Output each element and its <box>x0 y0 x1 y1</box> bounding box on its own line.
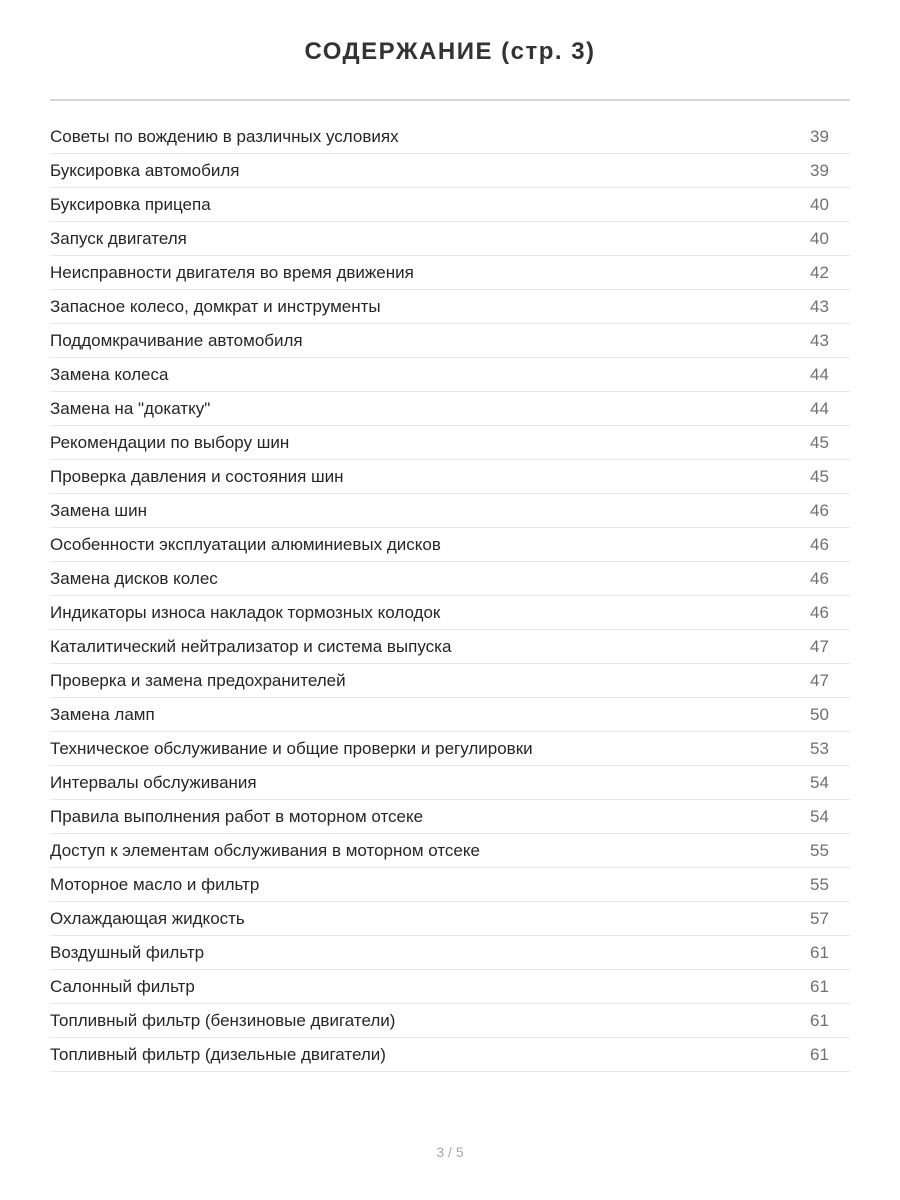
toc-entry-page: 57 <box>810 908 829 928</box>
toc-entry-title: Особенности эксплуатации алюминиевых дисков <box>50 534 441 554</box>
toc-entry-title: Моторное масло и фильтр <box>50 874 260 894</box>
toc-entry-title: Топливный фильтр (дизельные двигатели) <box>50 1044 386 1064</box>
toc-entry-title: Поддомкрачивание автомобиля <box>50 330 303 350</box>
toc-entry-title: Неисправности двигателя во время движения <box>50 262 414 282</box>
toc-entry-title: Буксировка автомобиля <box>50 160 240 180</box>
toc-entry-title: Правила выполнения работ в моторном отсеке <box>50 806 424 826</box>
toc-entry[interactable] <box>50 188 850 222</box>
toc-entry[interactable] <box>50 324 850 358</box>
toc-entry-page: 46 <box>810 500 829 520</box>
toc-entry-title: Замена колеса <box>50 364 169 384</box>
toc-entry[interactable] <box>50 1038 850 1072</box>
toc-entry-page: 39 <box>810 160 829 180</box>
toc-entry-page: 61 <box>810 1010 829 1030</box>
toc-entry[interactable] <box>50 1004 850 1038</box>
toc-entry[interactable] <box>50 596 850 630</box>
toc-entry[interactable] <box>50 256 850 290</box>
toc-entry-page: 55 <box>810 840 829 860</box>
toc-entry-page: 53 <box>810 738 829 758</box>
toc-entry-title: Замена дисков колес <box>50 568 218 588</box>
toc-entry-title: Замена шин <box>50 500 147 520</box>
toc-entry-title: Замена ламп <box>50 704 155 724</box>
toc-entry-title: Проверка давления и состояния шин <box>50 466 344 486</box>
toc-entry[interactable] <box>50 460 850 494</box>
toc-entry-title: Каталитический нейтрализатор и система выпуска <box>50 636 452 656</box>
toc-entry[interactable] <box>50 766 850 800</box>
toc-entry-title: Салонный фильтр <box>50 976 195 996</box>
toc-entry-title: Запасное колесо, домкрат и инструменты <box>50 296 381 316</box>
toc-entry-title: Топливный фильтр (бензиновые двигатели) <box>50 1010 396 1030</box>
toc-entry-title: Замена на "докатку" <box>50 398 211 418</box>
toc-entry[interactable] <box>50 222 850 256</box>
table-of-contents <box>50 120 850 1072</box>
toc-entry[interactable] <box>50 358 850 392</box>
toc-entry-page: 43 <box>810 296 829 316</box>
toc-entry-page: 43 <box>810 330 829 350</box>
toc-entry-page: 44 <box>810 398 829 418</box>
toc-entry-title: Рекомендации по выбору шин <box>50 432 290 452</box>
toc-entry[interactable] <box>50 562 850 596</box>
toc-entry-page: 40 <box>810 228 829 248</box>
toc-entry-page: 47 <box>810 636 829 656</box>
toc-entry-page: 61 <box>810 942 829 962</box>
toc-entry-title: Советы по вождению в различных условиях <box>50 126 399 146</box>
toc-entry[interactable] <box>50 290 850 324</box>
toc-entry[interactable] <box>50 698 850 732</box>
toc-entry-title: Буксировка прицепа <box>50 194 211 214</box>
toc-entry-page: 54 <box>810 806 829 826</box>
toc-entry-page: 46 <box>810 602 829 622</box>
toc-entry-page: 54 <box>810 772 829 792</box>
toc-entry[interactable] <box>50 732 850 766</box>
toc-entry[interactable] <box>50 120 850 154</box>
toc-entry-page: 61 <box>810 1044 829 1064</box>
toc-entry[interactable] <box>50 630 850 664</box>
toc-entry[interactable] <box>50 392 850 426</box>
toc-entry[interactable] <box>50 902 850 936</box>
toc-entry-page: 46 <box>810 534 829 554</box>
toc-entry-title: Проверка и замена предохранителей <box>50 670 346 690</box>
toc-entry-page: 47 <box>810 670 829 690</box>
toc-entry-page: 50 <box>810 704 829 724</box>
toc-entry-title: Воздушный фильтр <box>50 942 205 962</box>
toc-entry-title: Индикаторы износа накладок тормозных колодок <box>50 602 441 622</box>
toc-entry-page: 45 <box>810 432 829 452</box>
toc-entry-page: 42 <box>810 262 829 282</box>
toc-entry-page: 44 <box>810 364 829 384</box>
toc-entry-title: Техническое обслуживание и общие проверки и регулировки <box>50 738 533 758</box>
toc-entry[interactable] <box>50 426 850 460</box>
toc-entry-page: 40 <box>810 194 829 214</box>
toc-entry-page: 55 <box>810 874 829 894</box>
page-title: СОДЕРЖАНИЕ (стр. 3) <box>304 38 596 65</box>
toc-entry[interactable] <box>50 664 850 698</box>
toc-entry-title: Доступ к элементам обслуживания в моторном отсеке <box>50 840 480 860</box>
toc-entry[interactable] <box>50 868 850 902</box>
toc-entry[interactable] <box>50 528 850 562</box>
toc-entry[interactable] <box>50 494 850 528</box>
toc-entry-title: Охлаждающая жидкость <box>50 908 245 928</box>
toc-entry-page: 45 <box>810 466 829 486</box>
toc-entry-title: Интервалы обслуживания <box>50 772 257 792</box>
toc-entry-page: 46 <box>810 568 829 588</box>
toc-entry-page: 61 <box>810 976 829 996</box>
toc-entry-title: Запуск двигателя <box>50 228 187 248</box>
page-counter: 3 / 5 <box>436 1144 464 1160</box>
toc-entry[interactable] <box>50 154 850 188</box>
toc-entry[interactable] <box>50 936 850 970</box>
toc-entry[interactable] <box>50 834 850 868</box>
toc-entry[interactable] <box>50 970 850 1004</box>
toc-entry[interactable] <box>50 800 850 834</box>
title-divider <box>50 99 850 101</box>
toc-entry-page: 39 <box>810 126 829 146</box>
